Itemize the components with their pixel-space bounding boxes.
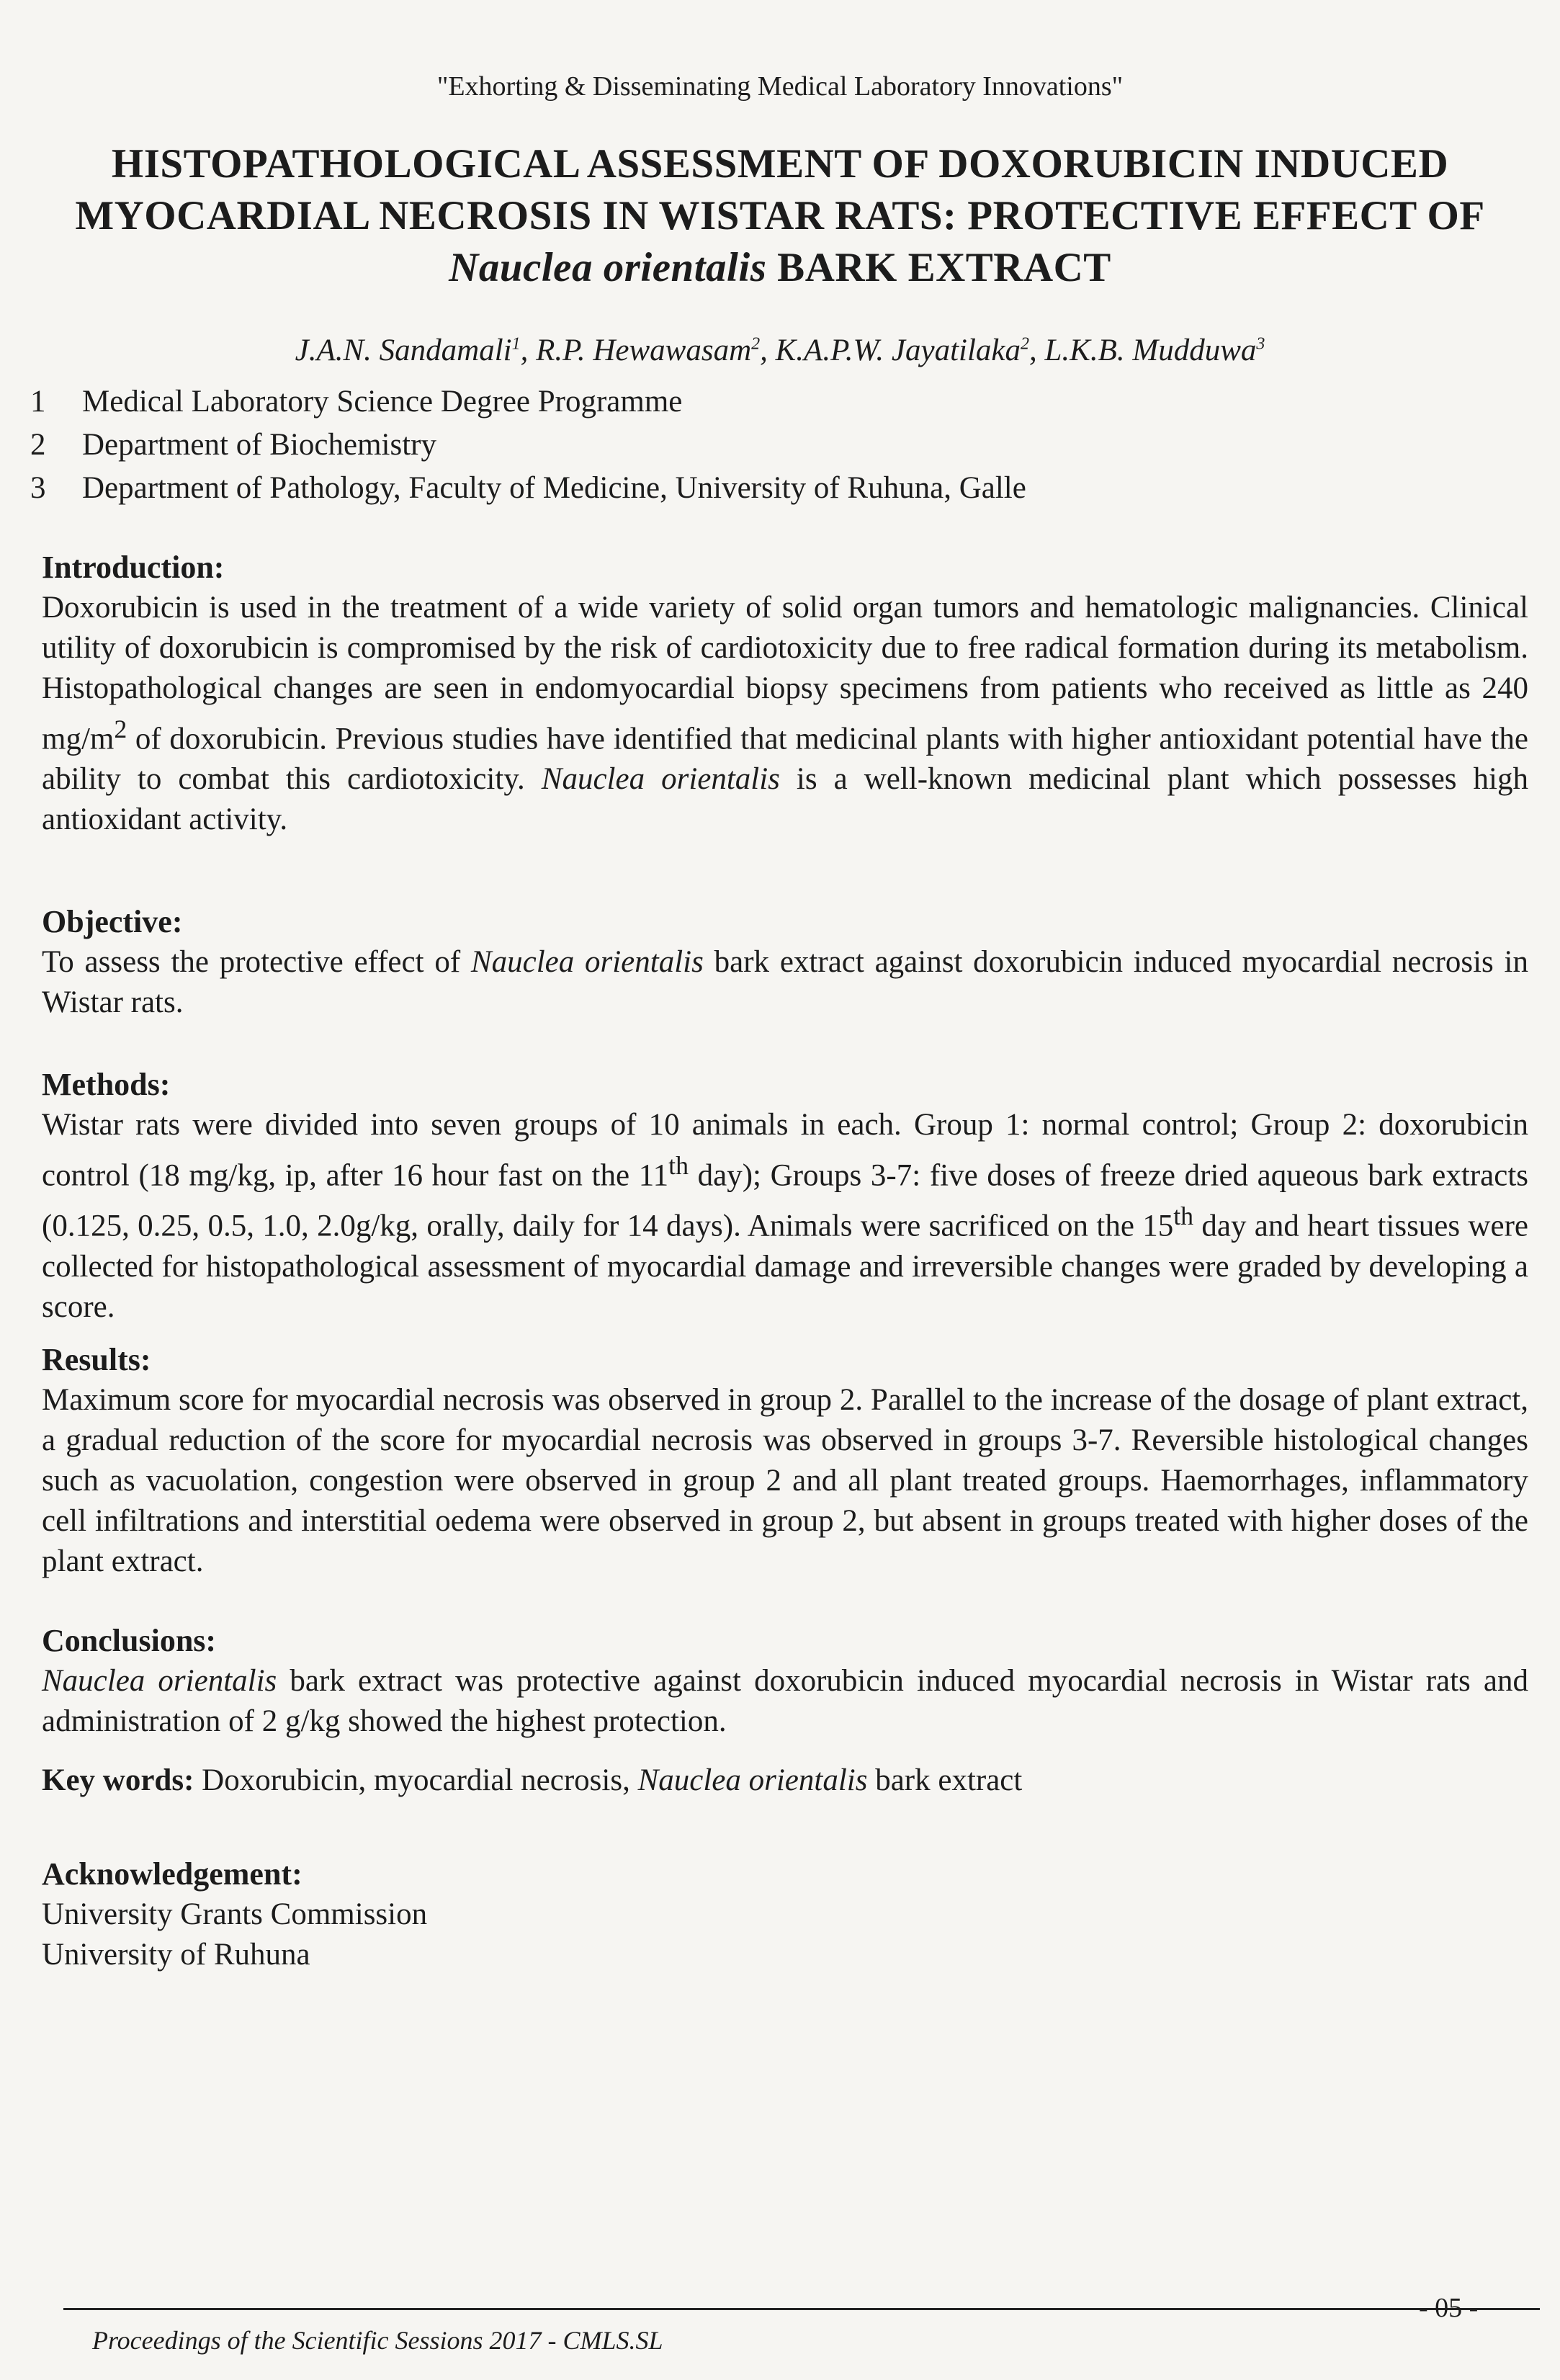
author-3: K.A.P.W. Jayatilaka: [775, 334, 1021, 367]
affiliation-2: [30, 424, 1528, 467]
paper-title: [43, 138, 1517, 294]
keywords-species: Nauclea orientalis: [637, 1763, 868, 1797]
results-heading: Results:: [42, 1342, 151, 1377]
author-4: L.K.B. Mudduwa: [1044, 334, 1257, 367]
results-text: Maximum score for myocardial necrosis was observed in group 2. Parallel to the increase of the dosage of plant extract, a gradual reduction of the score for myocardial necrosis was observed in groups 3-7. Reversible histological changes such as vacuolation, congestion were observed in group 2 and all plant treated groups. Haemorrhages, inflammatory cell infiltrations and interstitial oedema were observed in group 2, but absent in groups treated with higher doses of the plant extract.: [42, 1383, 1528, 1578]
keywords-heading: Key words:: [42, 1763, 194, 1797]
author-list: J.A.N. Sandamali$^1$, R.P. Hewawasam$^2$, K.A.P.W. Jayatilaka$^2$, L.K.B. Mudduwa$^3$: [295, 334, 1265, 367]
author-3-sup: 2: [1021, 334, 1030, 354]
keywords-text-2: bark extract: [867, 1763, 1023, 1797]
acknowledgement-line-2: University of Ruhuna: [42, 1938, 310, 1972]
introduction-text: [42, 588, 1528, 840]
methods-sup-2: th: [1173, 1202, 1194, 1231]
methods-sup-1: th: [668, 1151, 689, 1180]
keywords-section: [42, 1761, 1528, 1801]
affiliation-3-num: 3: [30, 471, 46, 505]
affiliation-3: [30, 467, 1528, 510]
keywords-line: [42, 1761, 1528, 1801]
objective-species: Nauclea orientalis: [470, 945, 704, 979]
footer-proceedings: Proceedings of the Scientific Sessions 2017 - CMLS.SL: [92, 2326, 663, 2355]
acknowledgement-section: [42, 1854, 1528, 1975]
keywords-text-1: Doxorubicin, myocardial necrosis,: [194, 1763, 638, 1797]
acknowledgement-heading: Acknowledgement:: [42, 1856, 302, 1892]
affiliation-1: [30, 380, 1528, 424]
introduction-sup: 2: [114, 715, 127, 743]
objective-heading: Objective:: [42, 904, 183, 939]
title-species: Nauclea orientalis: [449, 245, 767, 290]
footer-divider: [63, 2308, 1540, 2310]
conclusions-heading: Conclusions:: [42, 1623, 217, 1658]
methods-text-3: day and heart tissues were collected for histopathological assessment of myocardial damage and irreversible changes were graded by developing a score.: [42, 1209, 1528, 1324]
author-2-sup: 2: [751, 334, 761, 354]
objective-text-1: To assess the protective effect of: [42, 945, 471, 979]
objective-text-2: bark extract against doxorubicin induced myocardial necrosis in Wistar rats.: [42, 945, 1529, 1019]
methods-text-2: day); Groups 3-7: five doses of freeze dried aqueous bark extracts (0.125, 0.25, 0.5, 1.0, 2.0g/kg, orally, daily for 14 days). Animals were sacrificed on the 15: [42, 1158, 1529, 1243]
conclusions-text-rest: bark extract was protective against doxorubicin induced myocardial necrosis in Wistar rats and administration of 2 g/kg showed the highest protection.: [42, 1664, 1529, 1738]
acknowledgement-line-1: University Grants Commission: [42, 1897, 428, 1931]
affiliation-1-text: Medical Laboratory Science Degree Programme: [82, 385, 683, 419]
affiliation-1-num: 1: [30, 385, 46, 419]
affiliations: [30, 380, 1528, 510]
title-line-2: MYOCARDIAL NECROSIS IN WISTAR RATS: PROTECTIVE EFFECT OF: [75, 193, 1485, 238]
methods-text-1: Wistar rats were divided into seven groups of 10 animals in each. Group 1: normal control; Group 2: doxorubicin control (18 mg/kg, ip, after 16 hour fast on the 11: [42, 1108, 1528, 1193]
conclusions-species: Nauclea orientalis: [42, 1664, 277, 1698]
title-line-3-rest: BARK EXTRACT: [766, 245, 1111, 290]
methods-heading: Methods:: [42, 1067, 171, 1102]
conclusions-text: [42, 1661, 1528, 1742]
methods-section: [42, 1065, 1528, 1328]
introduction-heading: Introduction:: [42, 550, 225, 585]
author-2: R.P. Hewawasam: [536, 334, 752, 367]
title-line-3: [43, 242, 1517, 294]
objective-section: [42, 902, 1528, 1023]
affiliation-2-text: Department of Biochemistry: [82, 428, 436, 462]
introduction-species: Nauclea orientalis: [541, 762, 780, 797]
title-line-1: HISTOPATHOLOGICAL ASSESSMENT OF DOXORUBICIN INDUCED: [111, 141, 1449, 187]
introduction-section: [42, 547, 1528, 840]
objective-text: [42, 942, 1528, 1023]
results-section: [42, 1340, 1528, 1582]
introduction-text-3: is a well-known medicinal plant which possesses high antioxidant activity.: [42, 762, 1528, 837]
methods-text: [42, 1105, 1528, 1328]
author-1: J.A.N. Sandamali: [295, 334, 512, 367]
conclusions-section: [42, 1621, 1528, 1742]
affiliation-3-text: Department of Pathology, Faculty of Medicine, University of Ruhuna, Galle: [82, 471, 1026, 505]
introduction-text-2: of doxorubicin. Previous studies have identified that medicinal plants with higher antioxidant potential have the ability to combat this cardiotoxicity.: [42, 722, 1528, 797]
author-1-sup: 1: [511, 334, 521, 354]
page-number: - 05 -: [1419, 2293, 1479, 2323]
affiliation-2-num: 2: [30, 428, 46, 462]
author-4-sup: 3: [1256, 334, 1265, 354]
tagline: "Exhorting & Disseminating Medical Laboratory Innovations": [436, 71, 1124, 102]
introduction-text-1: Doxorubicin is used in the treatment of a wide variety of solid organ tumors and hematologic malignancies. Clinical utility of doxorubicin is compromised by the risk of cardiotoxicity due to free radical formation during its metabolism. Histopathological changes are seen in endomyocardial biopsy specimens from patients who received as little as 240 mg/m: [42, 591, 1528, 756]
